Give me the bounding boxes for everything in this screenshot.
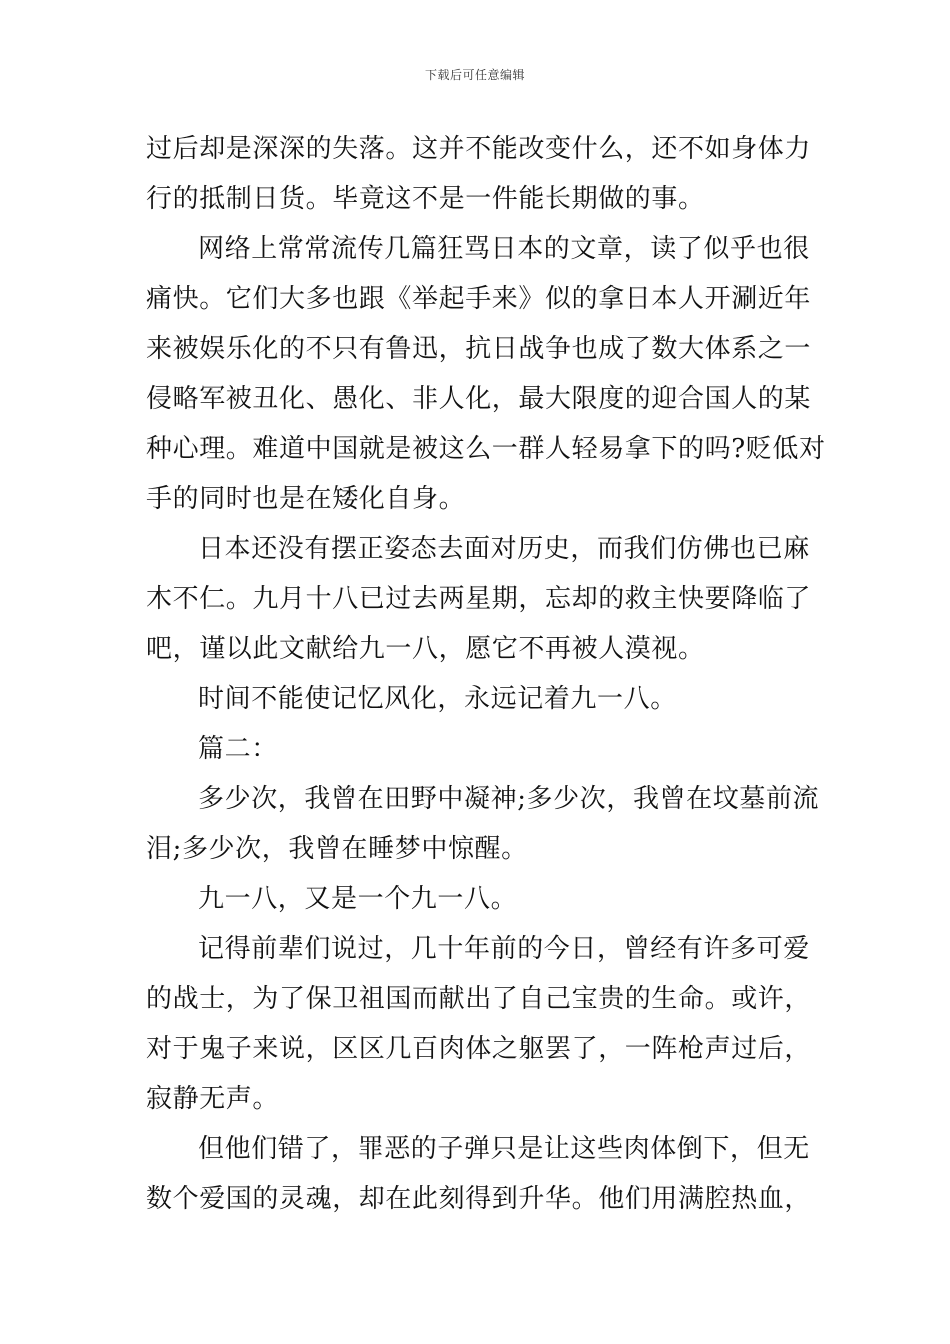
text-line: 泪;多少次，我曾在睡梦中惊醒。 — [146, 834, 528, 864]
text-line: 日本还没有摆正姿态去面对历史，而我们仿佛也已麻 — [198, 534, 810, 564]
text-line: 种心理。难道中国就是被这么一群人轻易拿下的吗?贬低对 — [146, 434, 826, 464]
text-line: 痛快。它们大多也跟《举起手来》似的拿日本人开涮近年 — [146, 284, 812, 314]
text-line: 对于鬼子来说，区区几百肉体之躯罢了，一阵枪声过后， — [146, 1034, 812, 1064]
text-line: 的战士，为了保卫祖国而献出了自己宝贵的生命。或许， — [146, 984, 812, 1014]
text-line: 木不仁。九月十八已过去两星期，忘却的救主快要降临了 — [146, 584, 812, 614]
text-line: 来被娱乐化的不只有鲁迅，抗日战争也成了数大体系之一 — [146, 334, 812, 364]
text-line: 记得前辈们说过，几十年前的今日，曾经有许多可爱 — [198, 934, 810, 964]
text-line: 行的抵制日货。毕竟这不是一件能长期做的事。 — [146, 184, 705, 214]
text-line: 吧，谨以此文献给九一八，愿它不再被人漠视。 — [146, 634, 705, 664]
text-line: 寂静无声。 — [146, 1084, 280, 1114]
text-line: 侵略军被丑化、愚化、非人化，最大限度的迎合国人的某 — [146, 384, 812, 414]
document-body — [146, 124, 826, 1224]
text-line: 手的同时也是在矮化自身。 — [146, 484, 466, 514]
text-line: 时间不能使记忆风化，永远记着九一八。 — [198, 684, 677, 714]
text-line: 网络上常常流传几篇狂骂日本的文章，读了似乎也很 — [198, 234, 810, 264]
text-line: 九一八，又是一个九一八。 — [198, 884, 518, 914]
page-header: 下载后可任意编辑 — [424, 68, 525, 82]
text-line: 数个爱国的灵魂，却在此刻得到升华。他们用满腔热血， — [146, 1184, 812, 1214]
text-line: 多少次，我曾在田野中凝神;多少次，我曾在坟墓前流 — [198, 784, 820, 814]
text-line: 过后却是深深的失落。这并不能改变什么，还不如身体力 — [146, 134, 812, 164]
text-line: 但他们错了，罪恶的子弹只是让这些肉体倒下，但无 — [198, 1134, 810, 1164]
section-heading: 篇二： — [198, 734, 278, 764]
